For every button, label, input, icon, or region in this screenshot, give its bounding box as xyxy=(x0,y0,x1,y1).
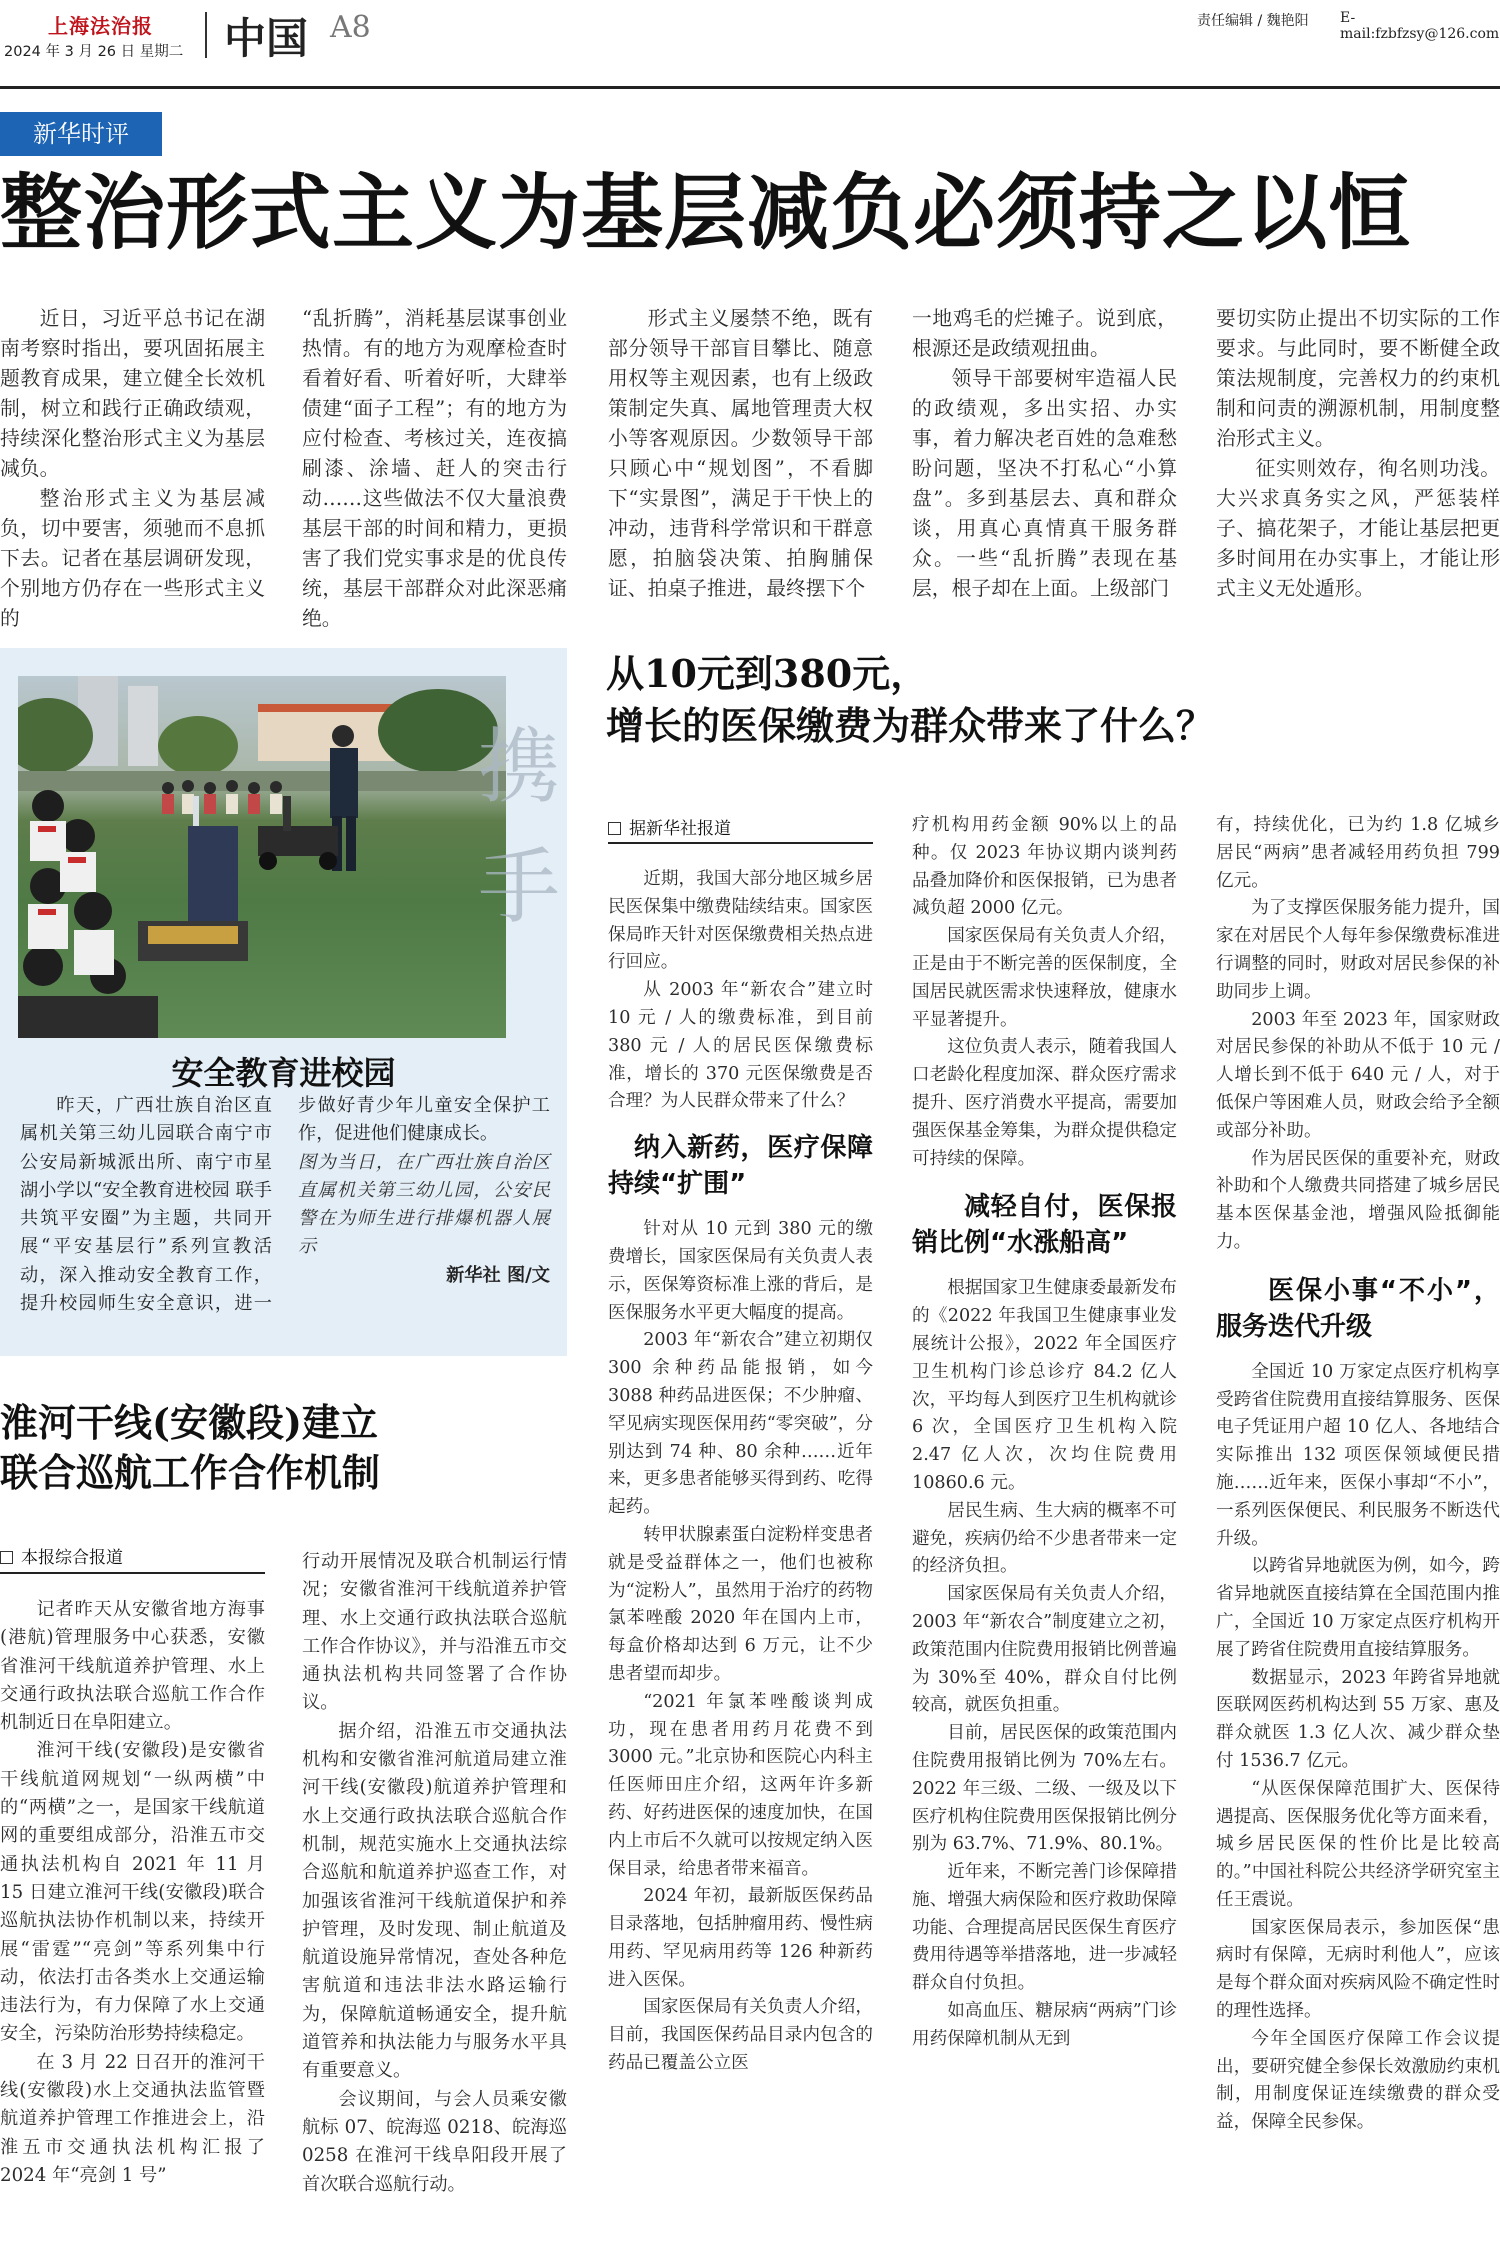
paragraph: 征实则效存，徇名则功浅。大兴求真务实之风，严惩装样子、搞花架子，才能让基层把更多时间用在办实事上，才能让形式主义无处遁形。 xyxy=(1216,457,1500,600)
paragraph: 这位负责人表示，随着我国人口老龄化程度加深、群众医疗需求提升、医疗消费水平提高，需要加强医保基金筹集，为群众提供稳定可持续的保障。 xyxy=(912,1037,1177,1169)
medical-subhead-1: 纳入新药，医疗保障持续“扩围” xyxy=(608,1133,873,1200)
medical-subhead-2: 减轻自付，医保报销比例“水涨船高” xyxy=(912,1192,1177,1259)
paragraph: 近日，习近平总书记在湖南考察时指出，要巩固拓展主题教育成果，建立健全长效机制，树立和践行正确政绩观，持续深化整治形式主义为基层减负。 xyxy=(0,307,265,480)
square-icon xyxy=(608,822,621,835)
huaihe-headline xyxy=(0,1398,567,1498)
paragraph: 2003 年“新农合”建立初期仅 300 余种药品能报销，如今 3088 种药品进医保；不少肿瘤、罕见病实现医保用药“零突破”，分别达到 74 种、80 余种……近年来，更多患者能够买得到药、吃得起药。 xyxy=(608,1330,873,1518)
section-name: 中国 xyxy=(224,14,309,63)
medical-column-1 xyxy=(608,866,873,2078)
paragraph: 作为居民医保的重要补充，财政补助和个人缴费共同搭建了城乡居民基本医保基金池，增强风险抵御能力。 xyxy=(1216,1148,1500,1252)
paragraph: 要切实防止提出不切实际的工作要求。与此同时，要不断健全政策法规制度，完善权力的约束机制和问责的溯源机制，用制度整治形式主义。 xyxy=(1216,307,1500,450)
huaihe-column-2 xyxy=(302,1548,567,2199)
medical-source-text: 据新华社报道 xyxy=(629,819,731,839)
photo-story-body xyxy=(20,1092,550,1320)
page-number: A8 xyxy=(330,10,371,45)
medical-subhead-3: 医保小事“不小”，服务迭代升级 xyxy=(1216,1275,1500,1342)
paragraph: 数据显示，2023 年跨省异地就医联网医药机构达到 55 万家、惠及群众就医 1.3 亿人次、减少群众垫付 1536.7 亿元。 xyxy=(1216,1667,1500,1771)
paragraph: 今年全国医疗保障工作会议提出，要研究健全参保长效激励约束机制，用制度保证连续缴费的群众受益，保障全民参保。 xyxy=(1216,2028,1500,2133)
issue-date: 2024 年 3 月 26 日 星期二 xyxy=(4,44,184,60)
photo-story-watermark: 携手 xyxy=(478,720,561,935)
paragraph: 会议期间，与会人员乘安徽航标 07、皖海巡 0218、皖海巡 0258 在淮河干线阜阳段开展了首次联合巡航行动。 xyxy=(302,2088,567,2195)
paragraph: 淮河干线(安徽段)是安徽省干线航道网规划“一纵两横”中的“两横”之一，是国家干线航道网的重要组成部分，沿淮五市交通执法机构自 2021 年 11 月 15 日建立淮河干线(安徽段)联合巡航执法协作机制以来，持续开展“雷霆”“亮剑”等系列集中行动，依法打击各类水上交通运输违法行为，有力保障了水上交通安全，污染防治形势持续稳定。 xyxy=(0,1740,265,2045)
commentary-column-3 xyxy=(608,304,873,604)
medical-column-3 xyxy=(1216,812,1500,2137)
editor-email: E-mail:fzbfzsy@126.com xyxy=(1340,10,1500,42)
paragraph: 据介绍，沿淮五市交通执法机构和安徽省淮河航道局建立淮河干线(安徽段)航道养护管理和水上交通行政执法联合巡航合作机制，规范实施水上交通执法综合巡航和航道养护巡查工作，对加强该省淮河干线航道保护和养护管理，及时发现、制止航道及航道设施异常情况，查处各种危害航道和违法非法水路运输行为，保障航道畅通安全，提升航道管养和执法能力与服务水平具有重要意义。 xyxy=(302,1720,567,2082)
photo-story-caption: 图为当日，在广西壮族自治区直属机关第三幼儿园，公安民警在为师生进行排爆机器人展示 xyxy=(298,1151,550,1258)
photo-story-text: 昨天，广西壮族自治区直属机关第三幼儿园联合南宁市公安局新城派出所、南宁市星湖小学以“安全教育进校园 联手共筑平安圈”为主题，共同开展“平安基层行”系列宣教活动，深入推动安全教育工作，提升校园师生安全意识，进一步做好青少年儿童安全保护工作，促进他们健康成长。 xyxy=(20,1095,550,1315)
paragraph: 根据国家卫生健康委最新发布的《2022 年我国卫生健康事业发展统计公报》，2022 年全国医疗卫生机构门诊总诊疗 84.2 亿人次，平均每人到医疗卫生机构就诊 6 次，全国医疗卫生机构入院 2.47 亿人次，次均住院费用 10860.6 元。 xyxy=(912,1278,1177,1493)
medical-source xyxy=(608,814,731,839)
paragraph: 有，持续优化，已为约 1.8 亿城乡居民“两病”患者减轻用药负担 799 亿元。 xyxy=(1216,815,1500,891)
huaihe-column-1 xyxy=(0,1596,265,2190)
huaihe-source-rule xyxy=(0,1572,265,1574)
photo-illustration xyxy=(18,676,506,1038)
newspaper-logo: 上海法治报 xyxy=(48,14,153,38)
paragraph: “2021 年氯苯唑酸谈判成功，现在患者用药月花费不到 3000 元。”北京协和医院心内科主任医师田庄介绍，这两年许多新药、好药进医保的速度加快，在国内上市后不久就可以按规定纳入医保目录，给患者带来福音。 xyxy=(608,1691,873,1879)
paragraph: 整治形式主义为基层减负，切中要害，须驰而不息抓下去。记者在基层调研发现，个别地方仍存在一些形式主义的 xyxy=(0,487,265,630)
commentary-tag: 新华时评 xyxy=(0,112,162,156)
masthead xyxy=(0,0,1500,90)
photo-story-image xyxy=(18,676,506,1038)
paragraph: 国家医保局有关负责人介绍，2003 年“新农合”制度建立之初，政策范围内住院费用报销比例普遍为 30%至 40%，群众自付比例较高，就医负担重。 xyxy=(912,1584,1177,1716)
paragraph: 记者昨天从安徽省地方海事(港航)管理服务中心获悉，安徽省淮河干线航道养护管理、水上交通行政执法联合巡航工作合作机制近日在阜阳建立。 xyxy=(0,1599,265,1734)
square-icon xyxy=(0,1551,13,1564)
paragraph: 形式主义屡禁不绝，既有部分领导干部盲目攀比、随意用权等主观因素，也有上级政策制定失真、属地管理责大权小等客观原因。少数领导干部只顾心中“规划图”，不看脚下“实景图”，满足于干快上的冲动，违背科学常识和干群意愿，拍脑袋决策、拍胸脯保证、拍桌子推进，最终摆下个 xyxy=(608,307,873,600)
paragraph: 居民生病、生大病的概率不可避免，疾病仍给不少患者带来一定的经济负担。 xyxy=(912,1500,1177,1577)
paragraph: 以跨省异地就医为例，如今，跨省异地就医直接结算在全国范围内推广，全国近 10 万家定点医疗机构开展了跨省住院费用直接结算服务。 xyxy=(1216,1556,1500,1660)
paragraph: 国家医保局表示，参加医保“患病时有保障，无病时利他人”，应该是每个群众面对疾病风险不确定性时的理性选择。 xyxy=(1216,1917,1500,2022)
paragraph: 从 2003 年“新农合”建立时 10 元 / 人的缴费标准，到目前 380 元 / 人的居民医保缴费标准，增长的 370 元医保缴费是否合理？为人民群众带来了什么？ xyxy=(608,980,873,1112)
photo-story-panel xyxy=(0,648,567,1356)
paragraph: 2024 年初，最新版医保药品目录落地，包括肿瘤用药、慢性病用药、罕见病用药等 126 种新药进入医保。 xyxy=(608,1886,873,1990)
paragraph: 在 3 月 22 日召开的淮河干线(安徽段)水上交通执法监管暨航道养护管理工作推进会上，沿淮五市交通执法机构汇报了 2024 年“亮剑 1 号” xyxy=(0,2051,265,2186)
paragraph: 国家医保局有关负责人介绍，目前，我国医保药品目录内包含的药品已覆盖公立医 xyxy=(608,1997,873,2074)
paragraph: 领导干部要树牢造福人民的政绩观，多出实招、办实事，着力解决老百姓的急难愁盼问题，坚决不打私心“小算盘”。多到基层去、真和群众谈，用真心真情真干服务群众。一些“乱折腾”表现在基层，根子却在上面。上级部门 xyxy=(912,367,1177,600)
paragraph: 如高血压、糖尿病“两病”门诊用药保障机制从无到 xyxy=(912,2001,1177,2049)
medical-source-rule xyxy=(608,842,873,844)
paragraph: 2003 年至 2023 年，国家财政对居民参保的补助从不低于 10 元 / 人增长到不低于 640 元 / 人，对于低保户等困难人员，财政会给予全额或部分补助。 xyxy=(1216,1009,1500,1141)
paragraph: “从医保保障范围扩大、医保待遇提高、医保服务优化等方面来看，城乡居民医保的性价比是比较高的。”中国社科院公共经济学研究室主任王震说。 xyxy=(1216,1778,1500,1910)
paragraph: 疗机构用药金额 90%以上的品种。仅 2023 年协议期内谈判药品叠加降价和医保报销，已为患者减负超 2000 亿元。 xyxy=(912,815,1177,919)
commentary-headline: 整治形式主义为基层减负必须持之以恒 xyxy=(0,165,1412,261)
huaihe-source-text: 本报综合报道 xyxy=(21,1548,123,1568)
editor-credit: 责任编辑 / 魏艳阳 xyxy=(1197,13,1309,29)
huaihe-headline-line-2: 联合巡航工作合作机制 xyxy=(0,1450,381,1495)
commentary-column-4 xyxy=(912,304,1177,604)
paragraph: “乱折腾”，消耗基层谋事创业热情。有的地方为观摩检查时看着好看、听着好听，大肆举债建“面子工程”；有的地方为应付检查、考核过关，连夜搞刷漆、涂墙、赶人的突击行动……这些做法不仅大量浪费基层干部的时间和精力，更损害了我们党实事求是的优良传统，基层干部群众对此深恶痛绝。 xyxy=(302,307,567,630)
paragraph: 目前，居民医保的政策范围内住院费用报销比例为 70%左右。2022 年三级、二级、一级及以下医疗机构住院费用医保报销比例分别为 63.7%、71.9%、80.1%。 xyxy=(912,1723,1177,1855)
paragraph: 为了支撑医保服务能力提升，国家在对居民个人每年参保缴费标准进行调整的同时，财政对居民参保的补助同步上调。 xyxy=(1216,898,1500,1002)
medical-headline-line-2: 增长的医保缴费为群众带来了什么？ xyxy=(606,703,1215,748)
paragraph: 国家医保局有关负责人介绍，正是由于不断完善的医保制度，全国居民就医需求快速释放，健康水平显著提升。 xyxy=(912,926,1177,1030)
paragraph: 近年来，不断完善门诊保障措施、增强大病保险和医疗救助保障功能、合理提高居民医保生育医疗费用待遇等举措落地，进一步减轻群众自付负担。 xyxy=(912,1862,1177,1994)
masthead-divider xyxy=(205,12,207,58)
commentary-column-5 xyxy=(1216,304,1500,604)
paragraph: 全国近 10 万家定点医疗机构享受跨省住院费用直接结算服务、医保电子凭证用户超 10 亿人、各地结合实际推出 132 项医保领域便民措施……近年来，医保小事却“不小”，一系列医保便民、利民服务不断迭代升级。 xyxy=(1216,1361,1500,1549)
paragraph: 转甲状腺素蛋白淀粉样变患者就是受益群体之一，他们也被称为“淀粉人”，虽然用于治疗的药物氯苯唑酸 2020 年在国内上市，每盒价格却达到 6 万元，让不少患者望而却步。 xyxy=(608,1524,873,1684)
huaihe-headline-line-1: 淮河干线(安徽段)建立 xyxy=(0,1400,378,1445)
commentary-column-2 xyxy=(302,304,567,634)
medical-headline-line-1: 从10元到380元， xyxy=(606,651,929,696)
paragraph: 行动开展情况及联合机制运行情况；安徽省淮河干线航道养护管理、水上交通行政执法联合巡航工作合作协议》，并与沿淮五市交通执法机构共同签署了合作协议。 xyxy=(302,1551,567,1714)
photo-story-credit: 新华社 图/文 xyxy=(446,1264,550,1286)
paragraph: 近期，我国大部分地区城乡居民医保集中缴费陆续结束。国家医保局昨天针对医保缴费相关热点进行回应。 xyxy=(608,869,873,973)
masthead-rule xyxy=(0,86,1500,89)
medical-headline xyxy=(606,648,1500,752)
medical-column-2 xyxy=(912,812,1177,2054)
commentary-column-1 xyxy=(0,304,265,634)
photo-story-title: 安全教育进校园 xyxy=(171,1054,396,1092)
paragraph: 一地鸡毛的烂摊子。说到底，根源还是政绩观扭曲。 xyxy=(912,307,1177,360)
huaihe-source xyxy=(0,1543,123,1568)
paragraph: 针对从 10 元到 380 元的缴费增长，国家医保局有关负责人表示，医保筹资标准上涨的背后，是医保服务水平更大幅度的提高。 xyxy=(608,1219,873,1323)
